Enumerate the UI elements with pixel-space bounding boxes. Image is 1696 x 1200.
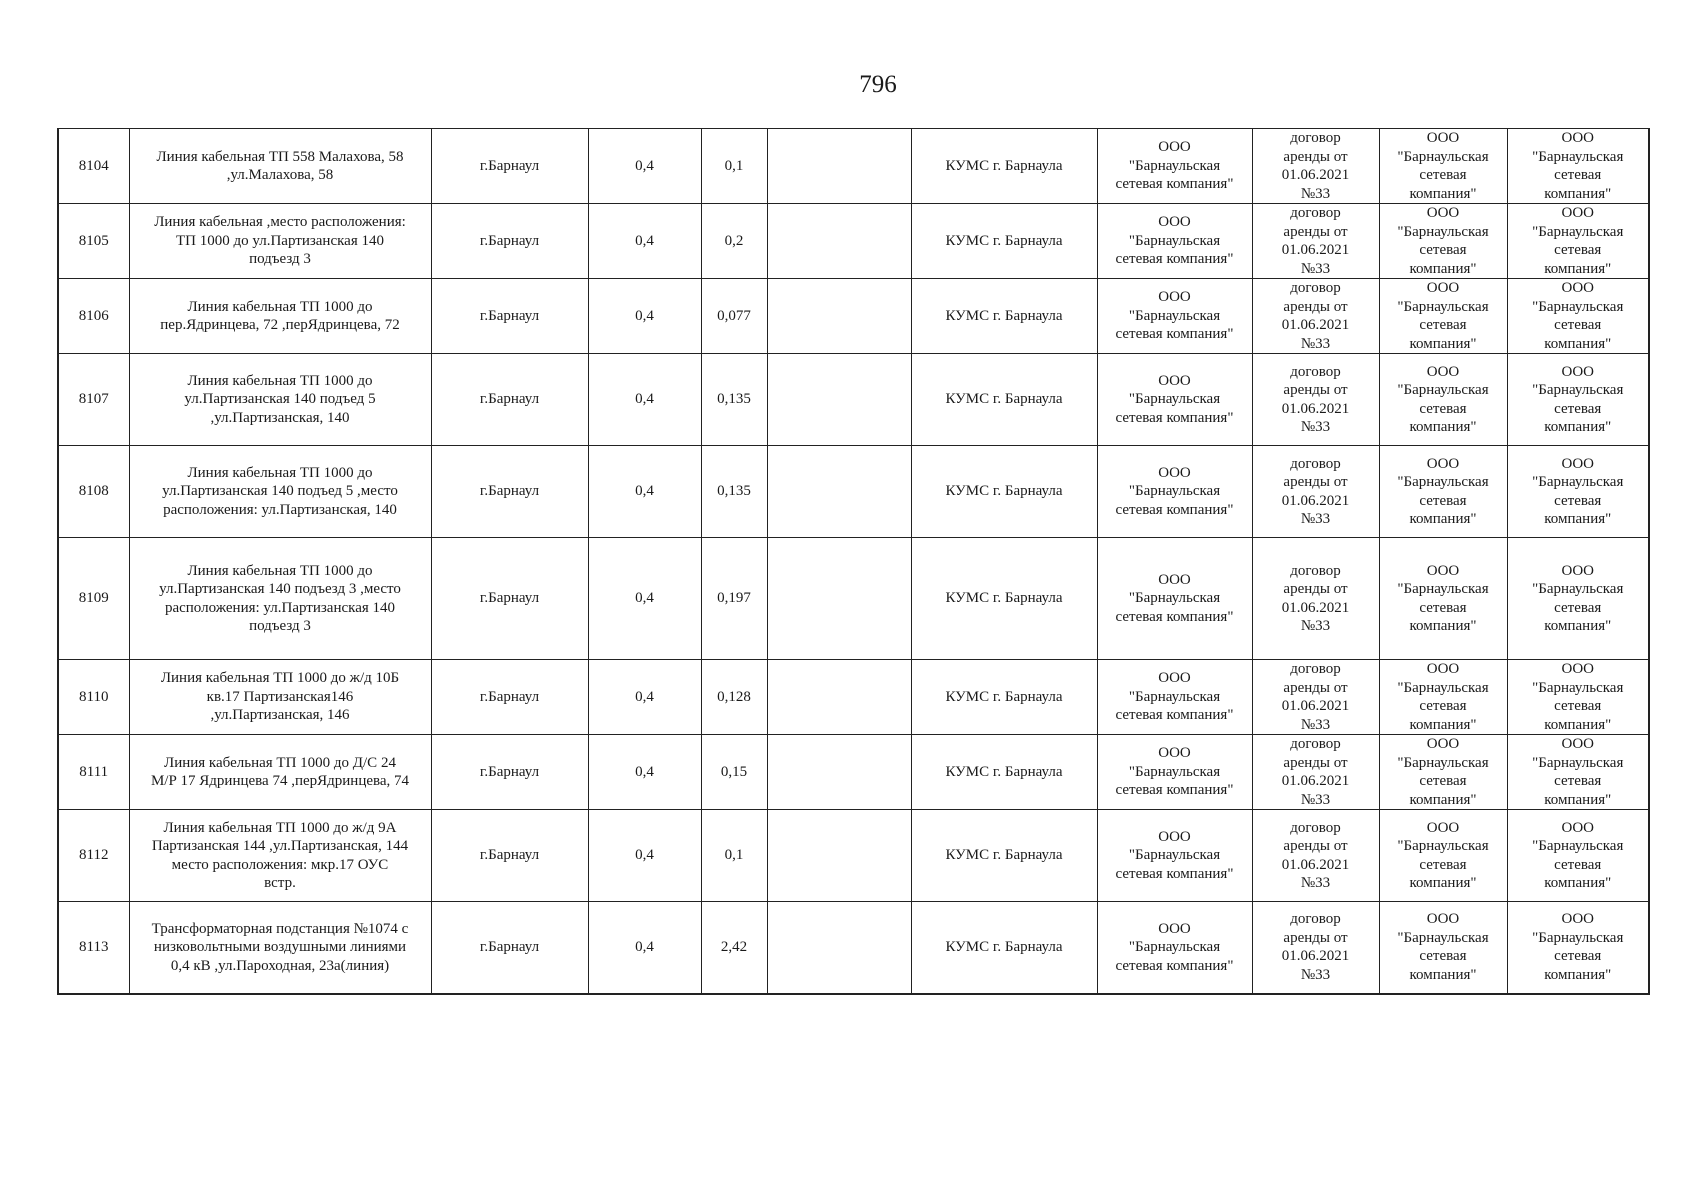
cell-object-name: Линия кабельная ,место расположения: ТП 1000 до ул.Партизанская 140 подъезд 3	[129, 204, 431, 279]
table-row	[58, 735, 1649, 810]
cell-length: 0,135	[701, 354, 767, 446]
cell-operator: ООО "Барнаульская сетевая компания"	[1507, 354, 1649, 446]
cell-owner: КУМС г. Барнаула	[911, 810, 1097, 902]
cell-location: г.Барнаул	[431, 735, 588, 810]
cell-operator: ООО "Барнаульская сетевая компания"	[1507, 204, 1649, 279]
table-row	[58, 538, 1649, 660]
cell-length: 0,135	[701, 446, 767, 538]
cell-object-name: Линия кабельная ТП 558 Малахова, 58 ,ул.Малахова, 58	[129, 129, 431, 204]
cell-voltage: 0,4	[588, 810, 701, 902]
cell-number: 8104	[58, 129, 129, 204]
table-row	[58, 902, 1649, 994]
cell-voltage: 0,4	[588, 129, 701, 204]
cell-owner: КУМС г. Барнаула	[911, 660, 1097, 735]
cell-number: 8105	[58, 204, 129, 279]
cell-owner: КУМС г. Барнаула	[911, 446, 1097, 538]
cell-empty	[767, 810, 911, 902]
cell-operator: ООО "Барнаульская сетевая компания"	[1507, 660, 1649, 735]
page-number: 796	[859, 71, 897, 98]
cell-location: г.Барнаул	[431, 354, 588, 446]
cell-empty	[767, 129, 911, 204]
cell-empty	[767, 735, 911, 810]
registry-table	[57, 128, 1650, 995]
cell-location: г.Барнаул	[431, 204, 588, 279]
cell-user: ООО "Барнаульская сетевая компания"	[1379, 660, 1507, 735]
cell-object-name: Линия кабельная ТП 1000 до пер.Ядринцева, 72 ,перЯдринцева, 72	[129, 279, 431, 354]
table-row	[58, 354, 1649, 446]
cell-object-name: Линия кабельная ТП 1000 до Д/С 24 М/Р 17 Ядринцева 74 ,перЯдринцева, 74	[129, 735, 431, 810]
cell-owner: КУМС г. Барнаула	[911, 204, 1097, 279]
cell-basis: договор аренды от 01.06.2021 №33	[1252, 735, 1379, 810]
cell-object-name: Трансформаторная подстанция №1074 с низковольтными воздушными линиями 0,4 кВ ,ул.Пароходная, 23а(линия)	[129, 902, 431, 994]
cell-location: г.Барнаул	[431, 660, 588, 735]
cell-empty	[767, 660, 911, 735]
cell-empty	[767, 538, 911, 660]
cell-right-holder: ООО "Барнаульская сетевая компания"	[1097, 446, 1252, 538]
table-row	[58, 279, 1649, 354]
cell-location: г.Барнаул	[431, 129, 588, 204]
cell-location: г.Барнаул	[431, 902, 588, 994]
cell-right-holder: ООО "Барнаульская сетевая компания"	[1097, 660, 1252, 735]
cell-voltage: 0,4	[588, 204, 701, 279]
cell-empty	[767, 204, 911, 279]
cell-length: 0,15	[701, 735, 767, 810]
cell-user: ООО "Барнаульская сетевая компания"	[1379, 446, 1507, 538]
cell-owner: КУМС г. Барнаула	[911, 538, 1097, 660]
cell-voltage: 0,4	[588, 902, 701, 994]
cell-basis: договор аренды от 01.06.2021 №33	[1252, 660, 1379, 735]
cell-right-holder: ООО "Барнаульская сетевая компания"	[1097, 354, 1252, 446]
cell-object-name: Линия кабельная ТП 1000 до ул.Партизанская 140 подъед 5 ,место расположения: ул.Партизанская, 140	[129, 446, 431, 538]
cell-length: 0,1	[701, 129, 767, 204]
cell-length: 0,197	[701, 538, 767, 660]
cell-location: г.Барнаул	[431, 279, 588, 354]
cell-voltage: 0,4	[588, 660, 701, 735]
cell-owner: КУМС г. Барнаула	[911, 279, 1097, 354]
cell-right-holder: ООО "Барнаульская сетевая компания"	[1097, 735, 1252, 810]
cell-number: 8112	[58, 810, 129, 902]
cell-user: ООО "Барнаульская сетевая компания"	[1379, 354, 1507, 446]
cell-location: г.Барнаул	[431, 810, 588, 902]
cell-basis: договор аренды от 01.06.2021 №33	[1252, 279, 1379, 354]
cell-object-name: Линия кабельная ТП 1000 до ж/д 9А Партизанская 144 ,ул.Партизанская, 144 место расположения: мкр.17 ОУС встр.	[129, 810, 431, 902]
cell-basis: договор аренды от 01.06.2021 №33	[1252, 354, 1379, 446]
cell-operator: ООО "Барнаульская сетевая компания"	[1507, 446, 1649, 538]
cell-basis: договор аренды от 01.06.2021 №33	[1252, 902, 1379, 994]
cell-number: 8107	[58, 354, 129, 446]
cell-user: ООО "Барнаульская сетевая компания"	[1379, 902, 1507, 994]
cell-operator: ООО "Барнаульская сетевая компания"	[1507, 129, 1649, 204]
cell-empty	[767, 446, 911, 538]
cell-object-name: Линия кабельная ТП 1000 до ж/д 10Б кв.17 Партизанская146 ,ул.Партизанская, 146	[129, 660, 431, 735]
cell-owner: КУМС г. Барнаула	[911, 354, 1097, 446]
cell-voltage: 0,4	[588, 279, 701, 354]
cell-basis: договор аренды от 01.06.2021 №33	[1252, 446, 1379, 538]
cell-user: ООО "Барнаульская сетевая компания"	[1379, 810, 1507, 902]
table-row	[58, 810, 1649, 902]
cell-length: 2,42	[701, 902, 767, 994]
cell-operator: ООО "Барнаульская сетевая компания"	[1507, 279, 1649, 354]
cell-location: г.Барнаул	[431, 538, 588, 660]
table-row	[58, 446, 1649, 538]
table-row	[58, 204, 1649, 279]
cell-length: 0,077	[701, 279, 767, 354]
cell-number: 8106	[58, 279, 129, 354]
cell-right-holder: ООО "Барнаульская сетевая компания"	[1097, 129, 1252, 204]
cell-voltage: 0,4	[588, 354, 701, 446]
cell-operator: ООО "Барнаульская сетевая компания"	[1507, 902, 1649, 994]
cell-voltage: 0,4	[588, 538, 701, 660]
cell-right-holder: ООО "Барнаульская сетевая компания"	[1097, 538, 1252, 660]
cell-basis: договор аренды от 01.06.2021 №33	[1252, 538, 1379, 660]
cell-empty	[767, 902, 911, 994]
cell-number: 8109	[58, 538, 129, 660]
cell-right-holder: ООО "Барнаульская сетевая компания"	[1097, 279, 1252, 354]
cell-voltage: 0,4	[588, 735, 701, 810]
cell-length: 0,1	[701, 810, 767, 902]
cell-user: ООО "Барнаульская сетевая компания"	[1379, 279, 1507, 354]
cell-right-holder: ООО "Барнаульская сетевая компания"	[1097, 204, 1252, 279]
cell-operator: ООО "Барнаульская сетевая компания"	[1507, 735, 1649, 810]
cell-number: 8110	[58, 660, 129, 735]
cell-empty	[767, 279, 911, 354]
cell-number: 8111	[58, 735, 129, 810]
cell-location: г.Барнаул	[431, 446, 588, 538]
cell-length: 0,2	[701, 204, 767, 279]
table-row	[58, 660, 1649, 735]
cell-owner: КУМС г. Барнаула	[911, 902, 1097, 994]
cell-basis: договор аренды от 01.06.2021 №33	[1252, 204, 1379, 279]
cell-object-name: Линия кабельная ТП 1000 до ул.Партизанская 140 подъезд 3 ,место расположения: ул.Партизанская 140 подъезд 3	[129, 538, 431, 660]
cell-basis: договор аренды от 01.06.2021 №33	[1252, 810, 1379, 902]
cell-right-holder: ООО "Барнаульская сетевая компания"	[1097, 902, 1252, 994]
cell-number: 8108	[58, 446, 129, 538]
table-body	[58, 129, 1649, 994]
cell-user: ООО "Барнаульская сетевая компания"	[1379, 538, 1507, 660]
table-row	[58, 129, 1649, 204]
cell-basis: договор аренды от 01.06.2021 №33	[1252, 129, 1379, 204]
cell-user: ООО "Барнаульская сетевая компания"	[1379, 735, 1507, 810]
cell-user: ООО "Барнаульская сетевая компания"	[1379, 204, 1507, 279]
cell-operator: ООО "Барнаульская сетевая компания"	[1507, 538, 1649, 660]
cell-owner: КУМС г. Барнаула	[911, 735, 1097, 810]
cell-operator: ООО "Барнаульская сетевая компания"	[1507, 810, 1649, 902]
cell-user: ООО "Барнаульская сетевая компания"	[1379, 129, 1507, 204]
cell-length: 0,128	[701, 660, 767, 735]
cell-object-name: Линия кабельная ТП 1000 до ул.Партизанская 140 подъед 5 ,ул.Партизанская, 140	[129, 354, 431, 446]
cell-voltage: 0,4	[588, 446, 701, 538]
cell-number: 8113	[58, 902, 129, 994]
cell-right-holder: ООО "Барнаульская сетевая компания"	[1097, 810, 1252, 902]
cell-empty	[767, 354, 911, 446]
cell-owner: КУМС г. Барнаула	[911, 129, 1097, 204]
